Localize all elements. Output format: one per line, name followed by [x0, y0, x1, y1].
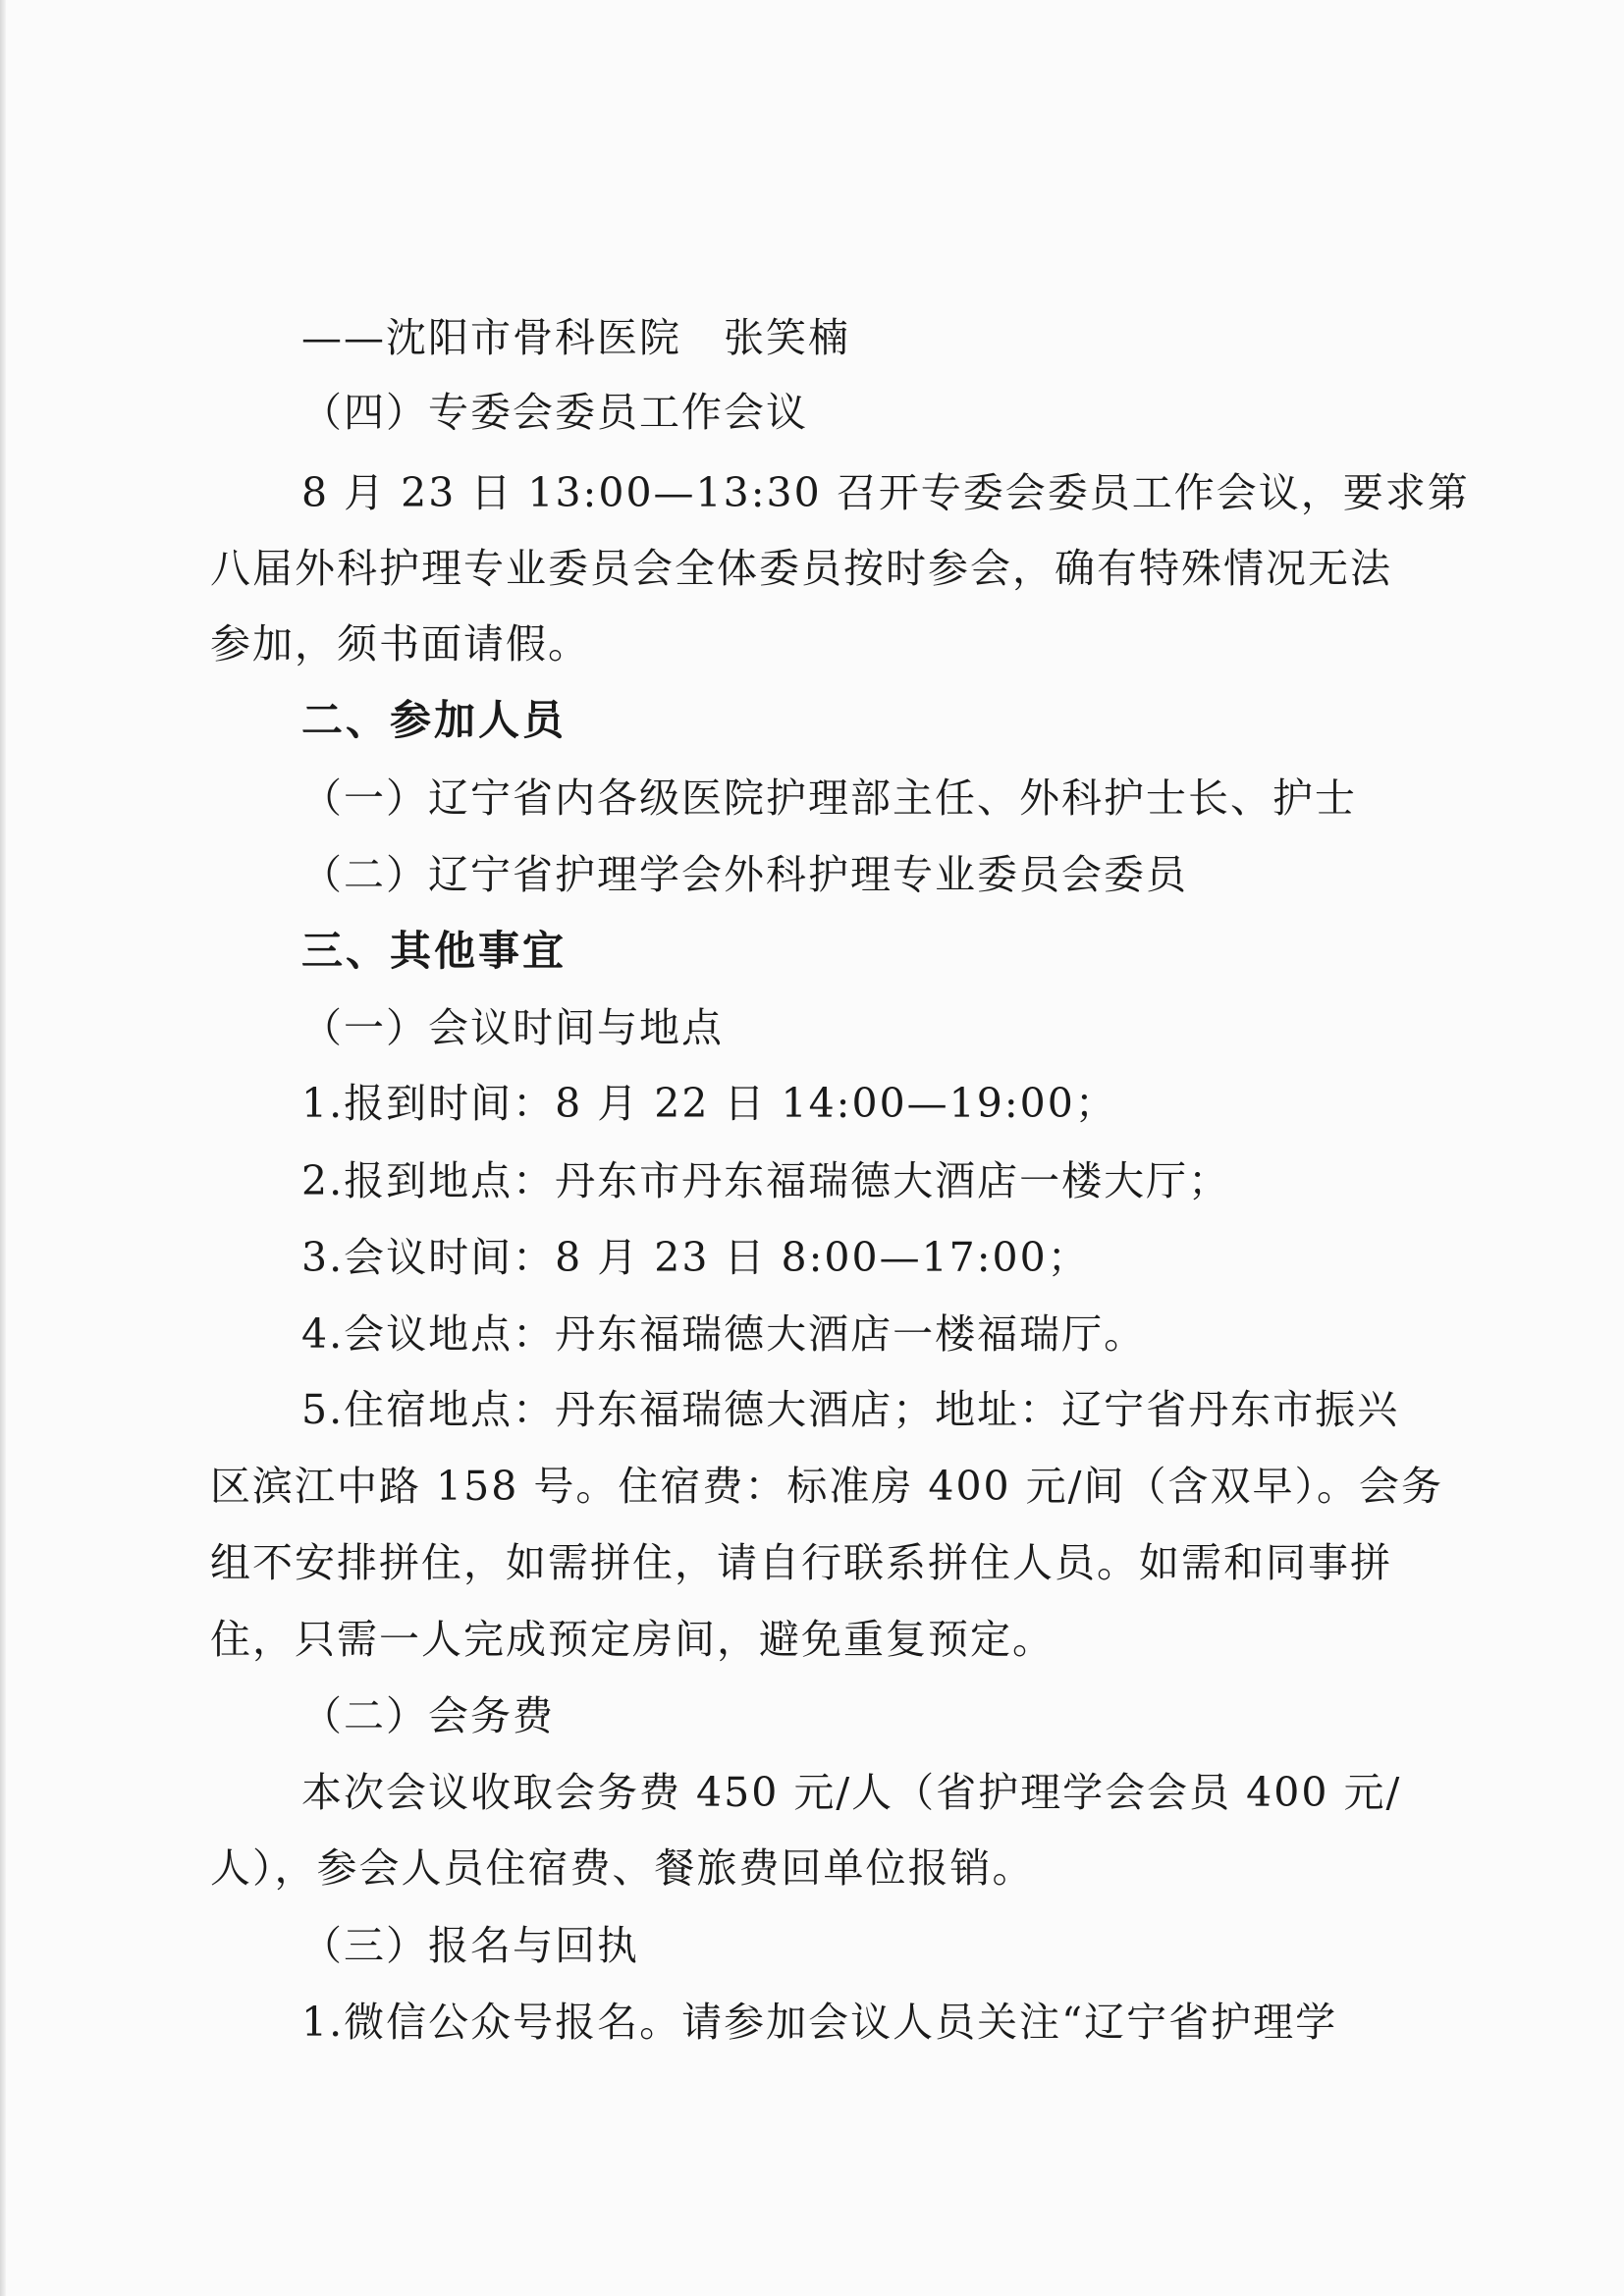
- list-item: 1.微信公众号报名。请参加会议人员关注“辽宁省护理学: [301, 1999, 1338, 2046]
- section-heading: 二、参加人员: [301, 696, 568, 744]
- paragraph-line: 参加，须书面请假。: [210, 620, 590, 667]
- section-heading: 三、其他事宜: [301, 927, 568, 975]
- list-item: （二）辽宁省护理学会外科护理专业委员会委员: [301, 851, 1188, 898]
- paragraph-line: 区滨江中路 158 号。住宿费：标准房 400 元/间（含双早）。会务: [210, 1463, 1443, 1510]
- paragraph-line: 8 月 23 日 13:00—13:30 召开专委会委员工作会议，要求第: [301, 469, 1470, 516]
- list-item: 3.会议时间：8 月 23 日 8:00—17:00；: [301, 1234, 1090, 1281]
- subsection-title: （二）会务费: [301, 1692, 555, 1739]
- list-item: 5.住宿地点：丹东福瑞德大酒店；地址：辽宁省丹东市振兴: [301, 1386, 1400, 1433]
- subsection-title: （一）会议时间与地点: [301, 1004, 724, 1051]
- paragraph-line: 组不安排拼住，如需拼住，请自行联系拼住人员。如需和同事拼: [210, 1539, 1392, 1586]
- speaker-line: ——沈阳市骨科医院 张笑楠: [301, 314, 850, 361]
- paragraph-line: 住，只需一人完成预定房间，避免重复预定。: [210, 1616, 1055, 1663]
- subsection-title: （三）报名与回执: [301, 1922, 639, 1969]
- scan-edge: [0, 0, 6, 2296]
- list-item: 1.报到时间：8 月 22 日 14:00—19:00；: [301, 1080, 1117, 1127]
- paragraph-line: 人），参会人员住宿费、餐旅费回单位报销。: [210, 1844, 1035, 1892]
- paragraph-line: 八届外科护理专业委员会全体委员按时参会，确有特殊情况无法: [210, 545, 1392, 592]
- subsection-title: （四）专委会委员工作会议: [301, 389, 808, 436]
- list-item: 4.会议地点：丹东福瑞德大酒店一楼福瑞厅。: [301, 1310, 1147, 1358]
- list-item: 2.报到地点：丹东市丹东福瑞德大酒店一楼大厅；: [301, 1157, 1231, 1204]
- paragraph-line: 本次会议收取会务费 450 元/人（省护理学会会员 400 元/: [301, 1769, 1402, 1816]
- list-item: （一）辽宁省内各级医院护理部主任、外科护士长、护士: [301, 774, 1357, 822]
